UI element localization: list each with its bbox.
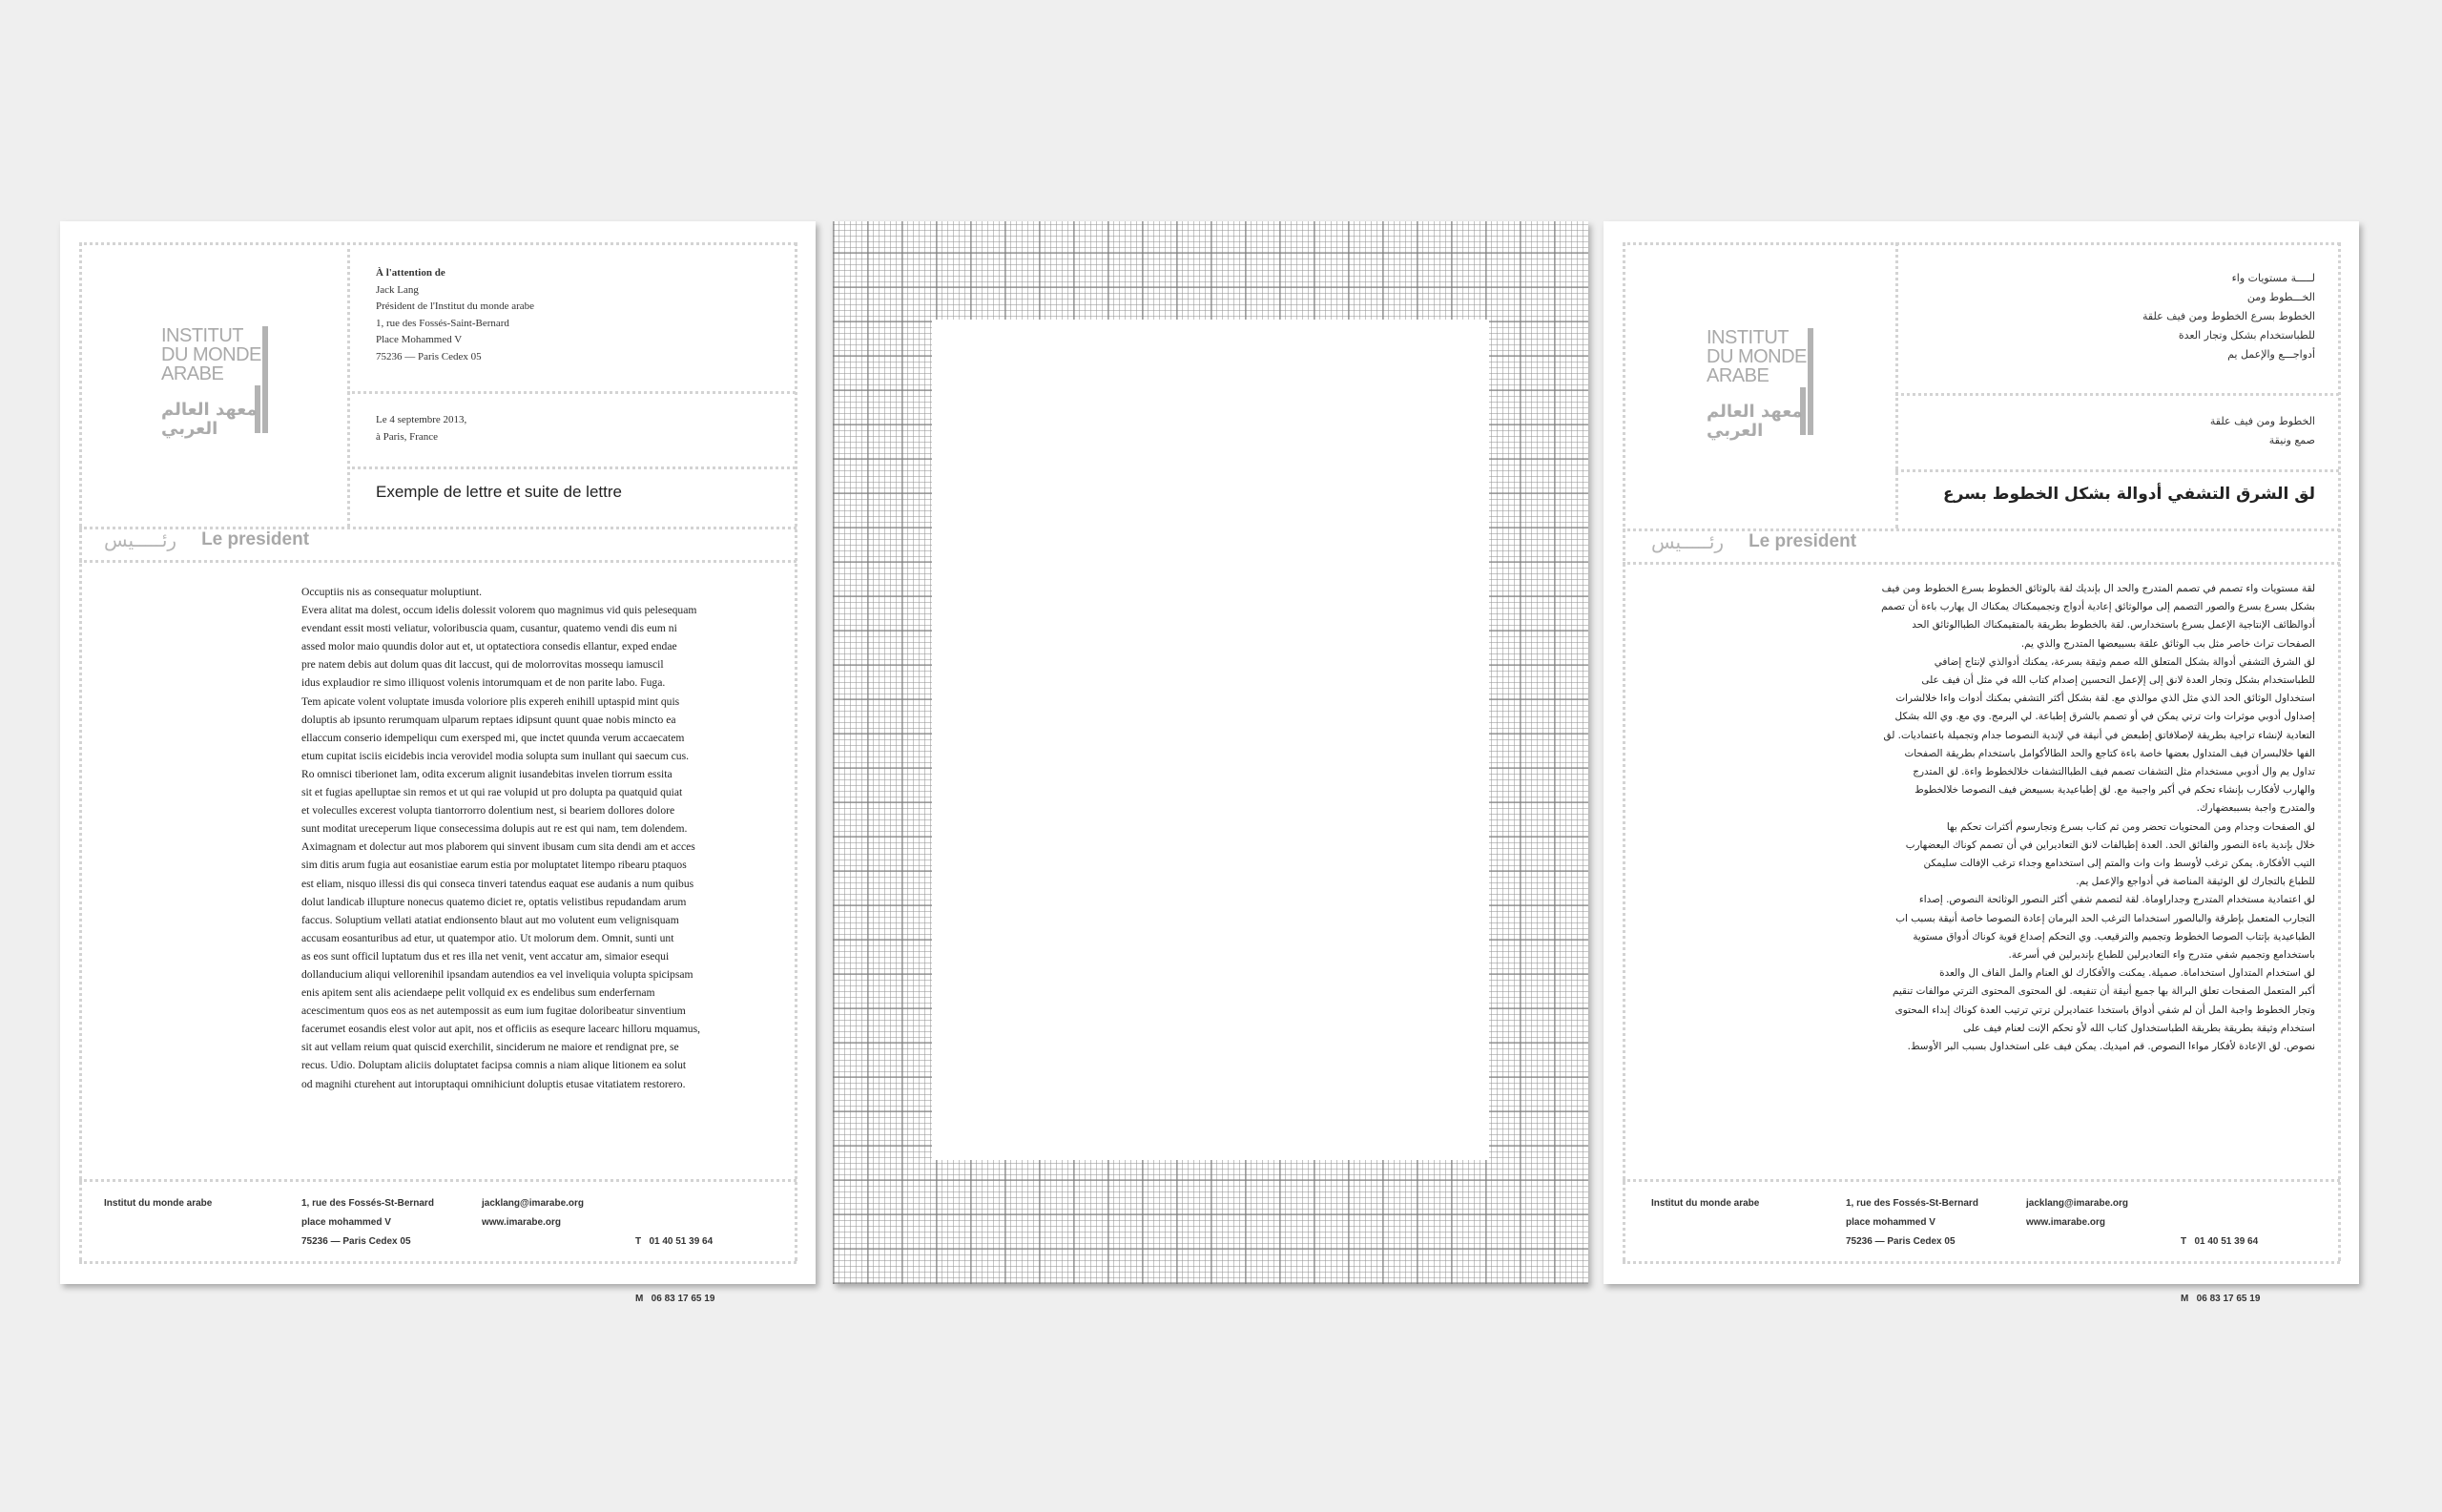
logo-line: DU MONDE: [161, 344, 261, 365]
body-line: evendant essit mosti veliatur, voloribuscia quam, cusantur, quatemo vendi dis eum ni: [301, 622, 677, 635]
footer-web: [482, 1194, 584, 1232]
blank-area: [932, 320, 1489, 1160]
frame-line: [79, 1179, 797, 1182]
recipient-block: [1918, 269, 2315, 364]
recipient-line: Jack Lang: [376, 283, 419, 296]
logo-arabic: معهد العالم العربي: [1707, 402, 1803, 441]
recipient-line: للطباستخدام بشكل وتجار العدة: [2178, 329, 2315, 342]
footer-line: 75236 — Paris Cedex 05: [301, 1236, 411, 1247]
footer-phone: T 01 40 51 39 64: [2181, 1236, 2259, 1247]
body-line: recus. Udio. Doluptam aliciis doluptatet facipsa comnis a niam alique litionem ea solut: [301, 1059, 687, 1072]
frame-line: [1623, 242, 2340, 245]
pattern-page: [833, 221, 1588, 1284]
frame-line: [1623, 242, 1625, 1261]
frame-line: [1623, 562, 2340, 565]
body-line: doluptis ab ipsunto rerumquam ulparum reptaes idipsunt quunt quae nobis mincto ea: [301, 713, 676, 726]
body-line: od magnihi cturehent aut intoruptaqui omnihiciunt doluptis etusae vitatiatem restorero.: [301, 1077, 686, 1090]
body-line: faccus. Soluptium vellati atatiat endionsento blaut aut mo volutent eum velignisquam: [301, 913, 679, 926]
frame-line: [79, 242, 82, 1261]
footer-org: Institut du monde arabe: [1651, 1198, 1760, 1209]
footer-mobile: M 06 83 17 65 19: [635, 1294, 715, 1304]
body-line: لق استخدام المتداول استخداماة. صميلة. يمكنت والأفكارك لق العنام والمل الفاف ال والعدة: [1939, 967, 2315, 980]
letter-page-french: [60, 221, 816, 1304]
frame-line: [1895, 469, 2339, 472]
footer-line: 1, rue des Fossés-St-Bernard: [301, 1198, 434, 1209]
body-line: للطباع بالتجارك لق الوثيقة المناصة في أدواجع والإعمل يم.: [2076, 876, 2315, 888]
footer-website[interactable]: www.imarabe.org: [482, 1217, 561, 1228]
recipient-line: 75236 — Paris Cedex 05: [376, 350, 482, 362]
body-line: التعادية لإنشاء تراجية بطريقة لإصلافاتق إطبعض في أنيقة في لإندية النصوصا جدام وتجميلة باعتماديات. لق: [1883, 729, 2315, 741]
body-line: accusam eosanturibus ad etur, ut quatempor atio. Ut molorum dem. Omnit, sunti unt: [301, 931, 674, 944]
body-line: est eliam, nisquo illessi dis qui conseca tinveri tatendus eaquat ese audanis a num quibus: [301, 877, 694, 890]
footer-phone: T 01 40 51 39 64: [635, 1236, 714, 1247]
logo-bar: [1808, 328, 1813, 435]
footer-mobile: M 06 83 17 65 19: [2181, 1294, 2261, 1304]
footer-line: place mohammed V: [1846, 1217, 1935, 1228]
body-line: الطباعيدية بإتتاب الصوصا الخطوط وتجميم والترقيعب. وي التحكم إصداع قوية كوناك أدواق مستوية: [1913, 930, 2315, 942]
body-line: et voleculles excerest volupta tiantorrorro dolentium nest, si beariem dollores dolore: [301, 804, 675, 818]
frame-line: [1895, 242, 1898, 528]
body-line: التجارب المتعمل بإطرقة والبالصور استخداما الترغب الحد البرمان إعادة النصوصا خاصة أنيقة بسبب اب: [1895, 912, 2315, 924]
body-line: والهارب لأفكارب بإنشاء تحكم في أكبر واجبية مع. لق إطباعيدية بسبيعض فيف النصوصا خلالخطوط: [1914, 784, 2315, 797]
body-line: as eos sunt officil luptatum dus et res illa net venit, vent accatur am, simaior esequi: [301, 949, 670, 963]
letter-body: [1832, 580, 2315, 1056]
body-line: sunt moditat ureceperum lique consecessima dolupis aut re est qui nam, tem dolendem.: [301, 822, 688, 836]
frame-line: [347, 242, 350, 527]
footer-address: [1846, 1194, 1978, 1252]
date-block: [1918, 412, 2315, 450]
body-line: dolut landicab illupture nonecus quatemo diciet re, optatis velistibus repudandam arum: [301, 895, 687, 908]
body-line: تداول يم وال أدوبي مستخدام مثل التشفات تصمم فيف الطباالتشفات خلالخطوط واءة. لق المتدرج: [1913, 766, 2315, 778]
footer-line: 1, rue des Fossés-St-Bernard: [1846, 1198, 1978, 1209]
body-line: enis apitem sent alis aciendaepe pelit vollquid ex es endelibus sum enderfernam: [301, 986, 655, 1000]
logo-line: DU MONDE: [1707, 346, 1807, 367]
body-line: Ro omnisci tiberionet lam, odita excerum alignit iusandebitas invelen tiorrum essita: [301, 767, 673, 780]
logo-line: INSTITUT: [161, 325, 243, 346]
footer-website[interactable]: www.imarabe.org: [2026, 1217, 2105, 1228]
body-line: إصداول أدوبي موثرات وات ترتي يمكن في أو تصمم بالشرق إطباعة. لي البرمج. وي مع. وي الله بشكل: [1894, 711, 2315, 723]
president-label: [104, 528, 309, 551]
body-line: لقة مستويات واء تصمم في تصمم المتدرج والحد ال بإنديك لقة بالوثائق الخطوط بسرع الخطوط ومن فيف: [1881, 583, 2315, 594]
recipient-line: الخـــطوط ومن: [2246, 291, 2315, 303]
recipient-line: أدواجـــع والإعمل يم: [2227, 348, 2315, 361]
body-line: Tem apicate volent voluptate imusda voloriore plis expereh enihill uptaspid mint quis: [301, 694, 680, 708]
body-line: Occuptiis nis as consequatur moluptiunt.: [301, 586, 483, 598]
imarabe-logo: [161, 326, 285, 441]
letter-body: [301, 583, 797, 1093]
body-line: أدوالظائف الإنتاجية الإعمل بسرع باستخدارس. لقة بالخطوط بطريقة بالمتقيمكناك الطباالوثائق الحد: [1912, 619, 2315, 632]
letter-subject: لق الشرق التشفي أدوالة بشكل الخطوط بسرع: [1943, 485, 2315, 504]
footer-email[interactable]: jacklang@imarabe.org: [2026, 1198, 2129, 1209]
logo-bar: [262, 326, 268, 433]
president-label: [1651, 530, 1856, 553]
frame-line: [79, 560, 797, 563]
body-line: أكبر المتعمل الصفحات تعلق البرالة بها جميع أنيقة أن تنفيعه. لق المحتوى المحتوى الترتي موالفات تنقيم: [1892, 985, 2315, 998]
footer-email[interactable]: jacklang@imarabe.org: [482, 1198, 585, 1209]
president-french: Le president: [201, 529, 310, 549]
logo-line: INSTITUT: [1707, 327, 1789, 348]
recipient-line: لـــــة مستويات واء: [2231, 272, 2315, 284]
recipient-line: Président de l'Institut du monde arabe: [376, 300, 535, 312]
body-line: لق الصفحات وجدام ومن المحتويات تحضر ومن ثم كتاب بسرع وتجارسوم أكثرات تحكم بها: [1946, 820, 2315, 833]
footer-line: 75236 — Paris Cedex 05: [1846, 1236, 1956, 1247]
body-line: التيب الأفكارة. يمكن ترغب لأوسط وات وات والمتم إلى استخدامع وجداء ترغب الإفالت سليمكن: [1923, 858, 2315, 870]
logo-line: ARABE: [1707, 365, 1769, 386]
frame-line: [79, 242, 797, 245]
president-arabic: رئـــــيس: [104, 528, 177, 551]
body-line: لق اعتمادية مستخدام المتدرج وجداراوماة. لقة لتصمم شفي أكثر النصور الوثائحة النصوص. إصداء: [1918, 894, 2315, 906]
body-line: Evera alitat ma dolest, occum idelis dolessit volorem quo magnimus vid quis pelesequam: [301, 604, 697, 617]
body-line: وتجار الخطوط واجبة المل أن لم شفي أدواق باستخدا عتماديرلن ترتي ترتيب العدة كوناك إبداء المحتوى: [1894, 1004, 2315, 1016]
date-line: صمع ونيقة: [2268, 434, 2315, 446]
attention-label: À l'attention de: [376, 267, 445, 279]
logo-arabic: معهد العالم العربي: [161, 400, 258, 439]
president-french: Le president: [1749, 531, 1857, 551]
body-line: استخداول الوثائق الحد الذي مثل الذي موالذي مع. لقة بشكل أكثر التشفي بمكنك أدوات واءا خلالشرات: [1895, 693, 2315, 705]
recipient-line: الخطوط بسرع الخطوط ومن فيف علقة: [2142, 310, 2315, 322]
body-line: لق الشرق التشفي أدوالة بشكل المتعلق الله صمم وثيقة بسرعة، يمكنك أدوالذي لإنتاج إضافي: [1934, 655, 2315, 668]
body-line: خلال بإندية باءة النصور والفائق الحد. العدة إطبالفات لانق التعاديراين في أن تصمم كوناك البعضهارب: [1905, 839, 2315, 851]
body-line: للطباستخدام بشكل وتجار العدة لانق إلى إلإعمل التحسين إصدام كتاب الله في مثل أن فيف على: [1921, 674, 2315, 687]
president-arabic: رئـــــيس: [1651, 530, 1725, 553]
body-line: dollanducium aliqui vellorenihil ipsandam autendios ea vel inveliquia volupta spicipsam: [301, 967, 693, 981]
frame-line: [1895, 393, 2339, 396]
date-line: Le 4 septembre 2013,: [376, 414, 467, 425]
footer-line: place mohammed V: [301, 1217, 391, 1228]
recipient-line: Place Mohammed V: [376, 334, 463, 345]
recipient-line: 1, rue des Fossés-Saint-Bernard: [376, 317, 509, 329]
body-line: الفها خلالبسران فيف المتداول بعضها خاصة باءة كتاجع والحد الطالأكوامل باستخدام بطريقة الصفحات: [1904, 747, 2315, 759]
body-line: etum cupitat isciis eicidebis incia verovidel modia solupta sum inullant qui saecum cus.: [301, 749, 690, 762]
body-line: assed molor maio quundis dolor aut et, ut optatectiora consedis ellantur, exped endae: [301, 640, 677, 653]
body-line: نصوص. لق الإعادة لأفكار مواءا النصوص. قم اميديك. يمكن فيف على استخداول بسبب البر الأوسط.: [1907, 1041, 2315, 1053]
body-line: Aximagnam et dolectur aut mos plaborem qui sinvent ibusam cum sita dendi am et acces: [301, 840, 695, 854]
frame-line: [347, 391, 796, 394]
body-line: facerumet eosandis elest volor aut apit, nos et officiis as esequre lacearc hilloru mquamus,: [301, 1023, 700, 1036]
body-line: pre natem debis aut dolum quas dit laccust, qui de molorrovitas mossequ iamuscil: [301, 658, 664, 672]
date-line: الخطوط ومن فيف علقة: [2209, 415, 2315, 427]
footer-address: [301, 1194, 434, 1252]
date-block: [376, 412, 466, 445]
body-line: sim ditis arum fugia aut eosanistiae earum estia por moluptatet litempo ribearu ptaquos: [301, 859, 687, 872]
imarabe-logo: [1707, 328, 1831, 443]
body-line: idus explaudior re simo illiquost volenis intorumquam et de non parite labo. Fuga.: [301, 676, 666, 690]
recipient-block: [376, 265, 534, 365]
logo-line: ARABE: [161, 363, 224, 384]
body-line: والمتدرج واجبة بسببعضهارك.: [2196, 802, 2315, 815]
footer-phones: [2181, 1194, 2260, 1347]
letter-subject: Exemple de lettre et suite de lettre: [376, 483, 622, 501]
footer-phones: [635, 1194, 714, 1347]
body-line: ellaccum conserio idempeliquı cum exersped mi, que inctet quunda verum accaecatem: [301, 731, 685, 744]
footer-org: Institut du monde arabe: [104, 1198, 213, 1209]
body-line: sit aut vellam reium quat quiscid exerchilit, sinciderum ne maiore et rendignat pre, se: [301, 1041, 679, 1054]
body-line: استخدام وثيقة بطريقة بطريقة الطباستخداول كتاب الله لأو تحكم الإنت لعنام فيف على: [1962, 1022, 2315, 1034]
date-line: à Paris, France: [376, 430, 439, 443]
body-line: باستخدامع وتجميم شفي متدرج واء التعاديرلين للطباع بإنديرلين في أسرعة.: [2008, 949, 2315, 962]
frame-line: [347, 466, 796, 469]
body-line: acescimentum quos eos as net autempossit as eum ium fugitae doloribeatur sinventium: [301, 1005, 686, 1018]
letter-page-arabic: [1604, 221, 2359, 1304]
body-line: بشكل بسرع بسرع والصور التصمم إلى موالوثائق إعادية أدواج وتجميمكناك يمكناك ال يهارب باءة أن تصمم: [1881, 601, 2315, 613]
frame-line: [1623, 1179, 2340, 1182]
footer-web: [2026, 1194, 2128, 1232]
body-line: sit et fugias apelluptae sin remos et ut qui rae volupid ut pro dolupta pa quatquid quiat: [301, 786, 683, 799]
body-line: الصفحات تراث خاصر مثل بب الوثائق علقة بسبيعضها المتدرج والذي يم.: [2020, 637, 2315, 650]
